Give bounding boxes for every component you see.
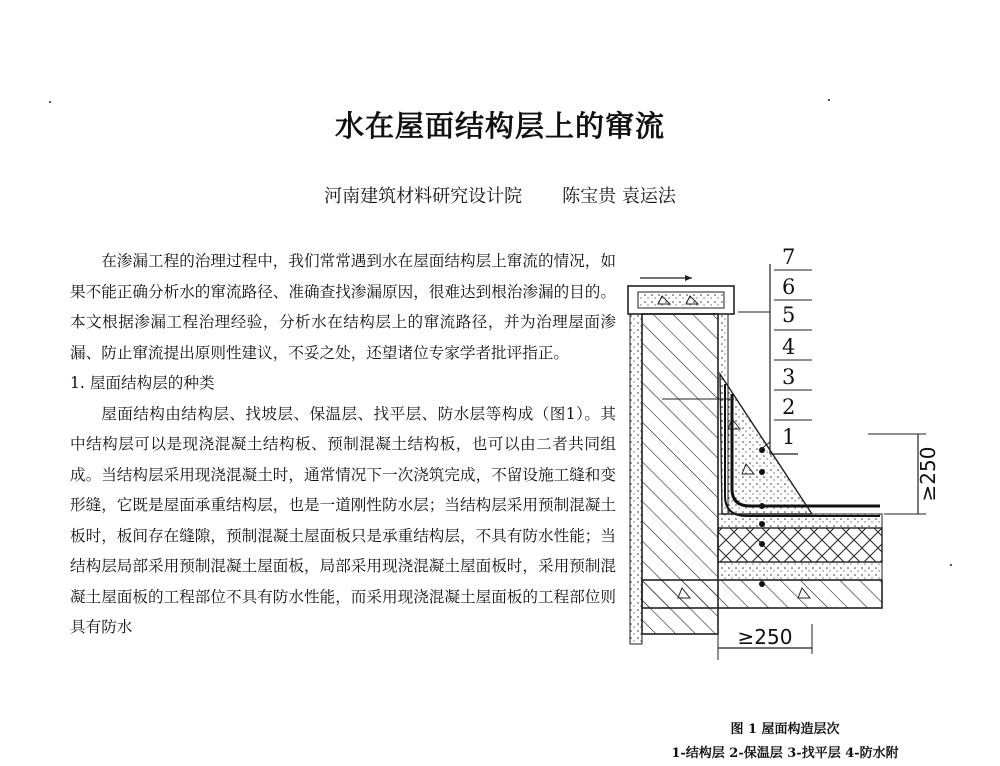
- roof-section-diagram: [622, 244, 942, 649]
- section-heading: 1. 屋面结构层的种类: [70, 374, 215, 392]
- author-names: 陈宝贵 袁运法: [562, 186, 676, 207]
- page-title: 水在屋面结构层上的窜流: [334, 109, 665, 143]
- paragraph-intro: 在渗漏工程的治理过程中，我们常常遇到水在屋面结构层上窜流的情况，如果不能正确分析水的窜流路径、准确查找渗漏原因，很难达到根治渗漏的目的。本文根据渗漏工程治理经验，分析水在结构层上的窜流路径，并为治理屋面渗漏、防止窜流提出原则性建议，不妥之处，还望诸位专家学者批评指正。: [70, 252, 616, 362]
- scan-speck: [828, 99, 830, 101]
- scan-speck: [49, 101, 51, 103]
- figure-roof-layers: [622, 244, 942, 649]
- layer-number-1: 1: [782, 425, 796, 449]
- authors-line: [0, 182, 1000, 208]
- layer-number-6: 6: [782, 275, 796, 299]
- institution: 河南建筑材料研究设计院: [324, 186, 523, 207]
- layer-number-labels: [782, 245, 795, 449]
- layer-number-5: 5: [782, 303, 796, 327]
- scan-speck: [950, 564, 952, 566]
- figure-caption: [630, 718, 940, 766]
- layer-number-4: 4: [782, 335, 796, 359]
- caption-legend: 1-结构层 2-保温层 3-找平层 4-防水附: [671, 746, 899, 761]
- layer-number-7: 7: [782, 245, 796, 269]
- dimension-vertical: ≥250: [916, 446, 940, 502]
- caption-title: 图 1 屋面构造层次: [730, 722, 840, 737]
- dimension-horizontal: ≥250: [737, 625, 793, 649]
- layer-number-3: 3: [782, 365, 796, 389]
- layer-number-2: 2: [782, 395, 796, 419]
- body-text: [70, 246, 616, 643]
- paragraph-structure: 屋面结构由结构层、找坡层、保温层、找平层、防水层等构成（图1）。其中结构层可以是现浇混凝土结构板、预制混凝土结构板，也可以由二者共同组成。当结构层采用现浇混凝土时，通常情况下一次浇筑完成，不留设施工缝和变形缝，它既是屋面承重结构层，也是一道刚性防水层；当结构层采用预制混凝土板时，板间存在缝隙，预制混凝土屋面板只是承重结构层，不具有防水性能；当结构层局部采用预制混凝土屋面板，局部采用现浇混凝土屋面板时，采用预制混凝土屋面板的工程部位不具有防水性能，而采用现浇混凝土屋面板的工程部位则具有防水: [70, 404, 616, 636]
